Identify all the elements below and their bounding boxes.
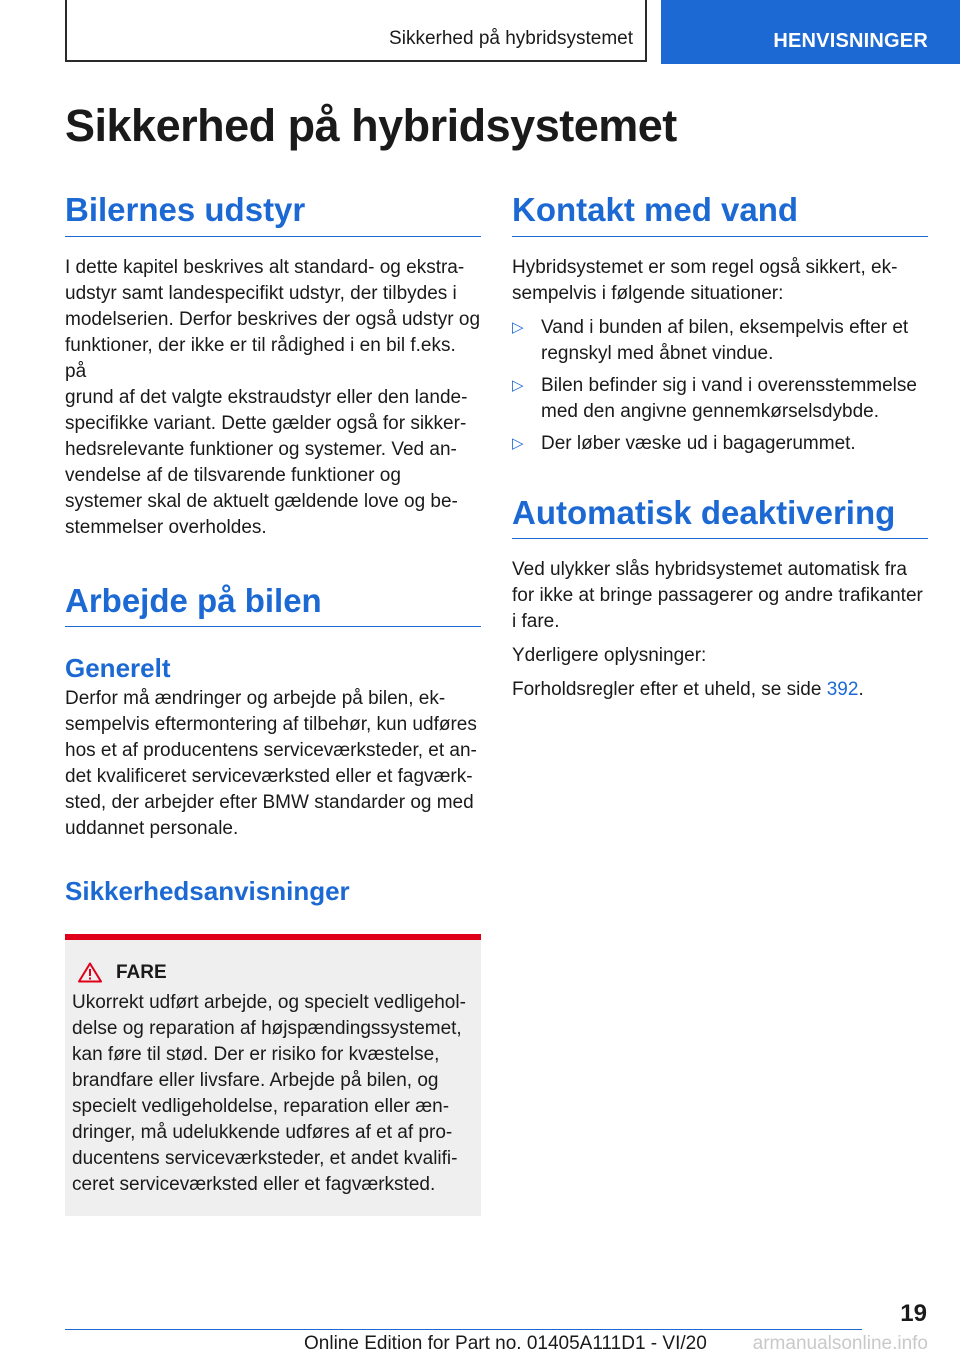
page-number: 19 [900, 1300, 927, 1327]
reference-text: Forholdsregler efter et uheld, se side [512, 679, 827, 701]
text-line: specielt vedligeholdelse, reparation eller æn- [72, 1095, 450, 1117]
right-column [512, 190, 928, 703]
kontakt-intro [512, 255, 928, 307]
list-item [512, 315, 928, 367]
page-reference-link[interactable]: 392 [826, 679, 859, 701]
automatisk-body [512, 557, 928, 635]
text-line: uddannet personale. [65, 818, 239, 840]
bilernes-body [65, 255, 481, 541]
left-column [65, 190, 481, 1216]
text-line: sted, der arbejder efter BMW standarder og med [65, 792, 474, 814]
text-line: ceret serviceværksted eller et fagværksted. [72, 1173, 436, 1195]
text-line: ducentens serviceværksteder, et andet kvalifi- [72, 1147, 458, 1169]
warning-label: FARE [116, 961, 167, 983]
text-line: Ved ulykker slås hybridsystemet automatisk fra [512, 559, 907, 581]
generelt-body [65, 686, 481, 842]
text-line: grund af det valgte ekstraudstyr eller den lande- [65, 386, 468, 408]
text-line: systemer skal de aktuelt gældende love og be- [65, 490, 458, 512]
text-line: brandfare eller livsfare. Arbejde på bilen, og [72, 1069, 439, 1091]
footer-edition: Online Edition for Part no. 01405A111D1 - VI/20 [304, 1333, 707, 1354]
text-line: Vand i bunden af bilen, eksempelvis efter et [541, 316, 909, 338]
text-line: med den angivne gennemkørselsdybde. [541, 400, 879, 422]
text-line: regnskyl med åbnet vindue. [541, 342, 774, 364]
warning-header [72, 962, 473, 984]
text-line: delse og reparation af højspændingssystemet, [72, 1017, 462, 1039]
list-item [512, 373, 928, 425]
section-heading-arbejde: Arbejde på bilen [65, 581, 481, 628]
text-line: i fare. [512, 611, 560, 633]
footer-divider [65, 1329, 862, 1330]
text-line: for ikke at bringe passagerer og andre trafikanter [512, 585, 923, 607]
more-info-label: Yderligere oplysninger: [512, 645, 707, 667]
warning-triangle-icon [78, 962, 102, 983]
text-line: det kvalificeret serviceværksted eller et fagværk- [65, 766, 473, 788]
text-line: sempelvis eftermontering af tilbehør, kun udføres [65, 714, 477, 736]
text-line: udstyr samt landespecifikt udstyr, der tilbydes i [65, 282, 457, 304]
text-line: sempelvis i følgende situationer: [512, 282, 784, 304]
triangle-bullet-icon: ▷ [512, 376, 524, 394]
text-line: stemmelser overholdes. [65, 516, 267, 538]
header-category-label: HENVISNINGER [773, 30, 928, 52]
section-heading-automatisk: Automatisk deaktivering [512, 493, 928, 540]
text-line: hos et af producentens serviceværksteder, et an- [65, 740, 477, 762]
header-section-tab [65, 0, 647, 62]
header-section-title: Sikkerhed på hybridsystemet [389, 28, 633, 49]
warning-body [72, 990, 473, 1198]
subheading-sikkerhedsanvisninger: Sikkerhedsanvisninger [65, 876, 350, 907]
text-line: modelserien. Derfor beskrives der også udstyr og [65, 308, 481, 330]
text-line: Ukorrekt udført arbejde, og specielt vedligehol- [72, 991, 466, 1013]
page-title: Sikkerhed på hybridsystemet [65, 100, 677, 151]
text-line: kan føre til stød. Der er risiko for kvæstelse, [72, 1043, 440, 1065]
text-line: Bilen befinder sig i vand i overensstemmelse [541, 374, 917, 396]
section-heading-kontakt: Kontakt med vand [512, 190, 928, 237]
text-line: vendelse af de tilsvarende funktioner og [65, 464, 401, 486]
reference-tail: . [858, 679, 864, 701]
reference-line [512, 677, 928, 703]
warning-box [65, 934, 481, 1216]
kontakt-list [512, 315, 928, 457]
text-line: dringer, må udelukkende udføres af et af pro- [72, 1121, 453, 1143]
section-heading-bilernes: Bilernes udstyr [65, 190, 481, 237]
watermark-text: armanualsonline.info [752, 1333, 928, 1354]
subheading-generelt: Generelt [65, 653, 171, 684]
list-item [512, 431, 928, 457]
header-category-tab[interactable] [661, 0, 960, 64]
text-line: funktioner, der ikke er til rådighed i en bil f.eks. på [65, 334, 456, 382]
triangle-bullet-icon: ▷ [512, 434, 524, 452]
text-line: specifikke variant. Dette gælder også for sikker- [65, 412, 467, 434]
text-line: I dette kapitel beskrives alt standard- og ekstra- [65, 256, 465, 278]
triangle-bullet-icon: ▷ [512, 318, 524, 336]
text-line: Der løber væske ud i bagagerummet. [541, 432, 856, 454]
text-line: Hybridsystemet er som regel også sikkert, ek- [512, 256, 898, 278]
text-line: Derfor må ændringer og arbejde på bilen, ek- [65, 688, 446, 710]
text-line: hedsrelevante funktioner og systemer. Ved an- [65, 438, 457, 460]
